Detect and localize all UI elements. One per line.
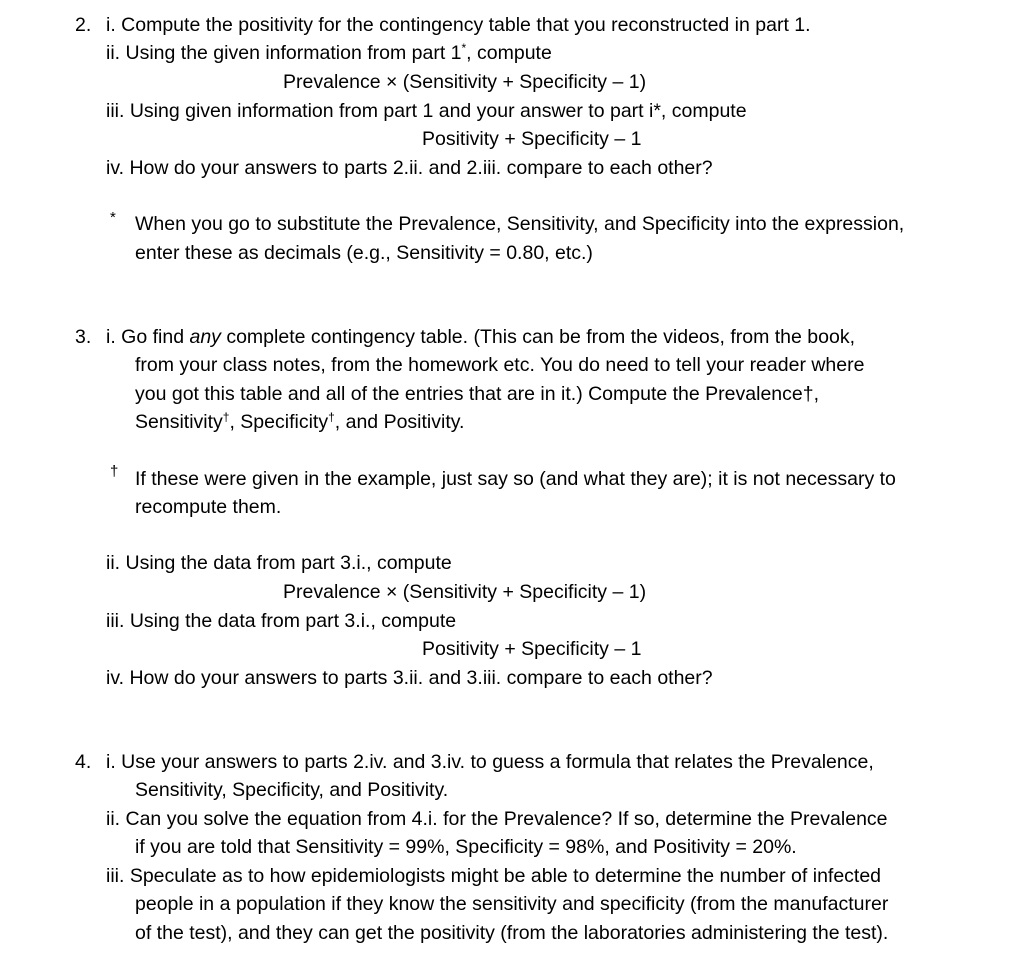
q3-dagger-1: † [222,410,230,424]
q3-number: 3. [75,326,92,348]
q2-note-marker: * [110,209,116,226]
q3-dagger-2: † [328,410,335,424]
q4-part-ii-line2: if you are told that Sensitivity = 99%, Specificity = 98%, and Positivity = 20%. [135,836,797,858]
q3-part-iii: iii. Using the data from part 3.i., compute [106,610,457,632]
q2-formula-prevalence: Prevalence × (Sensitivity + Specificity – 1) [283,71,647,93]
q4-part-ii-line1: ii. Can you solve the equation from 4.i. for the Prevalence? If so, determine the Prevalence [106,808,888,830]
q4-number: 4. [75,751,92,773]
q4-part-i-line1: i. Use your answers to parts 2.iv. and 3.iv. to guess a formula that relates the Prevalence, [106,751,874,773]
q4-part-iii-line2: people in a population if they know the sensitivity and specificity (from the manufacturer [135,893,889,915]
q2-part-iv: iv. How do your answers to parts 2.ii. and 2.iii. compare to each other? [106,157,713,179]
q3-part-i-line3: you got this table and all of the entries that are in it.) Compute the Prevalence†, [135,383,819,405]
q2-part-ii [106,41,552,65]
q3-part-iv: iv. How do your answers to parts 3.ii. and 3.iii. compare to each other? [106,667,713,689]
q2-part-ii-asterisk: * [461,41,467,55]
q3-part-i-line4-c: , and Positivity. [334,411,465,433]
q2-number: 2. [75,14,92,36]
q3-part-i-line2: from your class notes, from the homework etc. You do need to tell your reader where [135,354,865,376]
q4-part-i-line2: Sensitivity, Specificity, and Positivity. [135,779,449,801]
q3-formula-prevalence: Prevalence × (Sensitivity + Specificity – 1) [283,581,647,603]
q2-part-ii-end: , compute [466,42,552,64]
q2-part-iii: iii. Using given information from part 1 and your answer to part i*, compute [106,100,747,122]
q3-part-i-line4 [135,410,464,434]
q2-formula-positivity: Positivity + Specificity – 1 [422,128,642,150]
q3-part-i-line1-a: i. Go find [106,326,190,348]
q2-note-line2: enter these as decimals (e.g., Sensitivity = 0.80, etc.) [135,242,593,264]
q3-part-i-line4-b: , Specificity [229,411,329,433]
q3-part-i-line1-b: complete contingency table. (This can be from the videos, from the book, [220,326,855,348]
q3-part-i-line4-a: Sensitivity [135,411,223,433]
q2-note-line1: When you go to substitute the Prevalence, Sensitivity, and Specificity into the expression, [135,213,905,235]
q3-note-line2: recompute them. [135,496,282,518]
q3-formula-positivity: Positivity + Specificity – 1 [422,638,642,660]
q4-part-iii-line1: iii. Speculate as to how epidemiologists might be able to determine the number of infected [106,865,882,887]
q3-part-i-line1-em: any [189,326,221,348]
q2-part-i: i. Compute the positivity for the contingency table that you reconstructed in part 1. [106,14,811,36]
q4-part-iii-line3: of the test), and they can get the positivity (from the laboratories administering the test). [135,922,889,944]
q3-note-line1: If these were given in the example, just say so (and what they are); it is not necessary to [135,468,896,490]
q3-part-ii: ii. Using the data from part 3.i., compute [106,552,452,574]
q2-part-ii-text: ii. Using the given information from part 1 [106,42,462,64]
q3-note-marker: † [110,463,119,480]
q3-part-i-line1 [106,325,855,349]
